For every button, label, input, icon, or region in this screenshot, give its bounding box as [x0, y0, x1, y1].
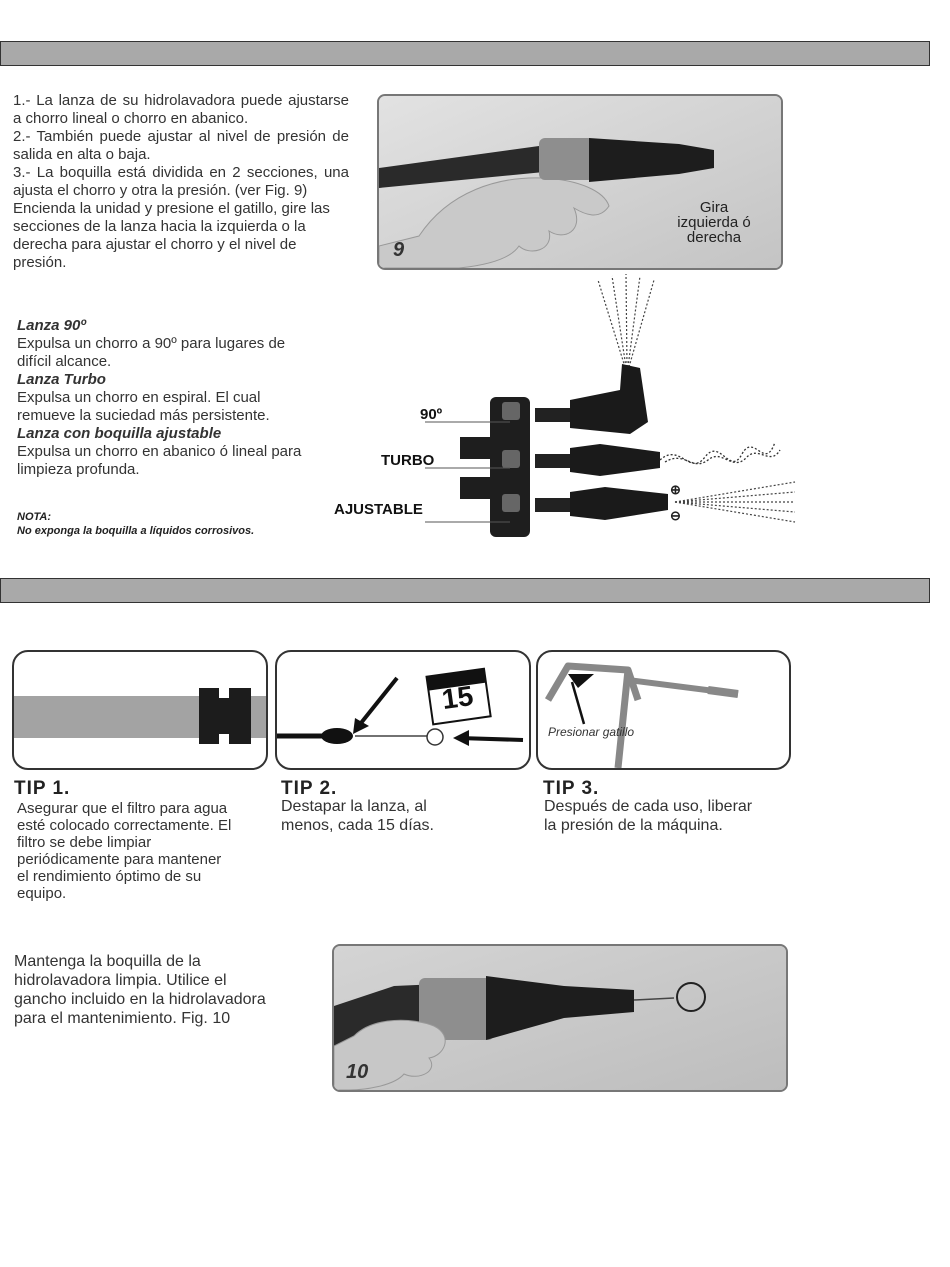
label-adjustable: AJUSTABLE: [334, 501, 423, 518]
steps-block: [13, 92, 349, 272]
tip-2-title: TIP 2.: [281, 778, 338, 799]
maintenance-text: Mantenga la boquilla de la hidrolavadora limpia. Utilice el gancho incluido en la hidrolavadora para el mantenimiento. Fig. 10: [14, 953, 266, 1027]
figure-10-photo: [332, 944, 788, 1092]
step-2: 2.- También puede ajustar al nivel de presión de salida en alta o baja.: [13, 128, 349, 163]
minus-icon: ⊖: [670, 508, 681, 523]
label-turbo: TURBO: [381, 452, 435, 469]
tip-3-illustration: [536, 650, 791, 770]
lance-descriptions: [17, 317, 315, 479]
figure-9-caption: Gira izquierda ó derecha: [677, 199, 751, 246]
lance-adjustable: [17, 425, 315, 479]
lance-90: [17, 317, 315, 371]
lance-turbo-title: Lanza Turbo: [17, 371, 106, 388]
lance-90-title: Lanza 90º: [17, 317, 86, 334]
label-90: 90º: [420, 406, 443, 423]
note: [17, 510, 317, 538]
lance-adjustable-title: Lanza con boquilla ajustable: [17, 425, 222, 442]
section-header-bar-2: [0, 578, 930, 603]
calendar-day: 15: [439, 679, 476, 716]
tip-1-title: TIP 1.: [14, 778, 71, 799]
figure-10-number: 10: [346, 1061, 369, 1083]
plus-icon: ⊕: [670, 482, 681, 497]
step-4: Encienda la unidad y presione el gatillo, gire las secciones de la lanza hacia la izquierda o la derecha para ajustar el chorro y el nivel de presión.: [13, 200, 330, 271]
note-text: No exponga la boquilla a líquidos corrosivos.: [17, 525, 255, 537]
lance-turbo-text: Expulsa un chorro en espiral. El cual remueve la suciedad más persistente.: [17, 389, 270, 424]
tip-3-title: TIP 3.: [543, 778, 600, 799]
lance-turbo: [17, 371, 315, 425]
step-3: 3.- La boquilla está dividida en 2 secciones, una ajusta el chorro y otra la presión. (ver Fig. 9): [13, 164, 349, 199]
figure-9-number: 9: [393, 239, 405, 261]
tip-2-illustration: [275, 650, 531, 770]
step-1: 1.- La lanza de su hidrolavadora puede ajustarse a chorro lineal o chorro en abanico.: [13, 92, 349, 127]
tip-1-illustration: [12, 650, 268, 770]
section-header-bar-1: [0, 41, 930, 66]
lance-90-text: Expulsa un chorro a 90º para lugares de difícil alcance.: [17, 335, 286, 370]
figure-9-photo: [377, 94, 783, 270]
note-title: NOTA:: [17, 511, 52, 523]
trigger-label: Presionar gatillo: [548, 725, 635, 739]
tip-1-text: Asegurar que el filtro para agua esté colocado correctamente. El filtro se debe limpiar periódicamente para mantener el rendimiento óptimo de su equipo.: [17, 800, 232, 902]
lance-adjustable-text: Expulsa un chorro en abanico ó lineal para limpieza profunda.: [17, 443, 302, 478]
nozzles-illustration: [330, 272, 800, 542]
tip-2-text: Destapar la lanza, al menos, cada 15 días.: [281, 798, 434, 834]
tip-3-text: Después de cada uso, liberar la presión de la máquina.: [544, 798, 753, 834]
